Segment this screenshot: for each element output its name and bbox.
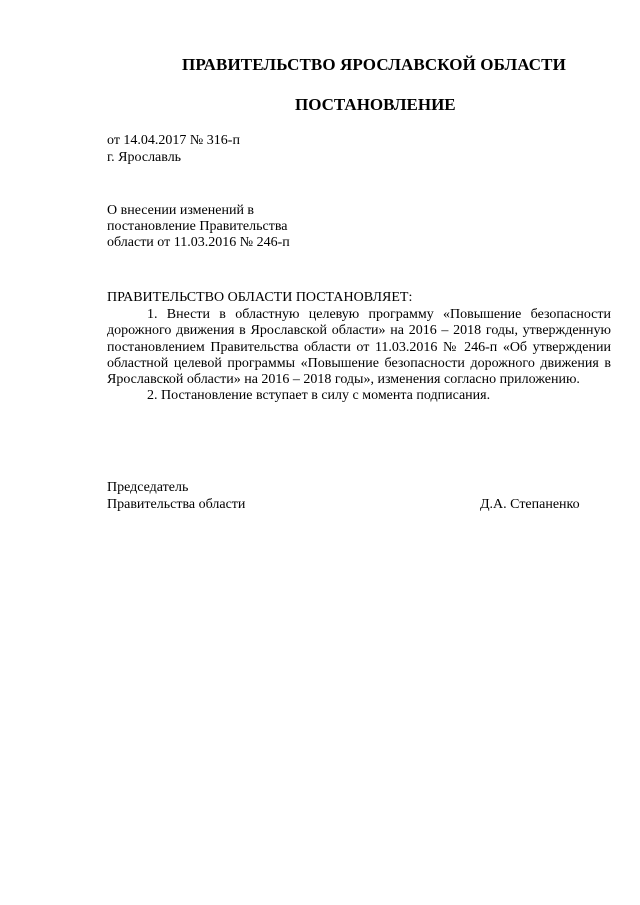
government-title: ПРАВИТЕЛЬСТВО ЯРОСЛАВСКОЙ ОБЛАСТИ	[182, 55, 566, 74]
body-paragraph-1: 1. Внести в областную целевую программу «Повышение безопасности дорожного движения в Ярославской области» на 2016 – 2018 годы, утвержденную постановлением Правительства области от 11.03.2016 № 246-п «Об утверждении областной целевой программы «Повышение безопасности дорожного движения в Ярославской области» на 2016 – 2018 годы», изменения согласно приложению.	[107, 307, 611, 388]
body-text	[107, 307, 611, 405]
signer-position-line-1: Председатель	[107, 480, 189, 495]
body-paragraph-2: 2. Постановление вступает в силу с момента подписания.	[147, 388, 491, 404]
subject-line-1: О внесении изменений в	[107, 203, 255, 218]
document-type-heading: ПОСТАНОВЛЕНИЕ	[295, 95, 456, 114]
date-number: от 14.04.2017 № 316-п	[107, 133, 240, 148]
signer-name: Д.А. Степаненко	[480, 497, 580, 512]
city: г. Ярославль	[107, 150, 182, 165]
preamble: ПРАВИТЕЛЬСТВО ОБЛАСТИ ПОСТАНОВЛЯЕТ:	[107, 290, 413, 305]
subject-line-3: области от 11.03.2016 № 246-п	[107, 235, 290, 250]
signer-position-line-2: Правительства области	[107, 497, 246, 512]
subject-line-2: постановление Правительства	[107, 219, 288, 234]
